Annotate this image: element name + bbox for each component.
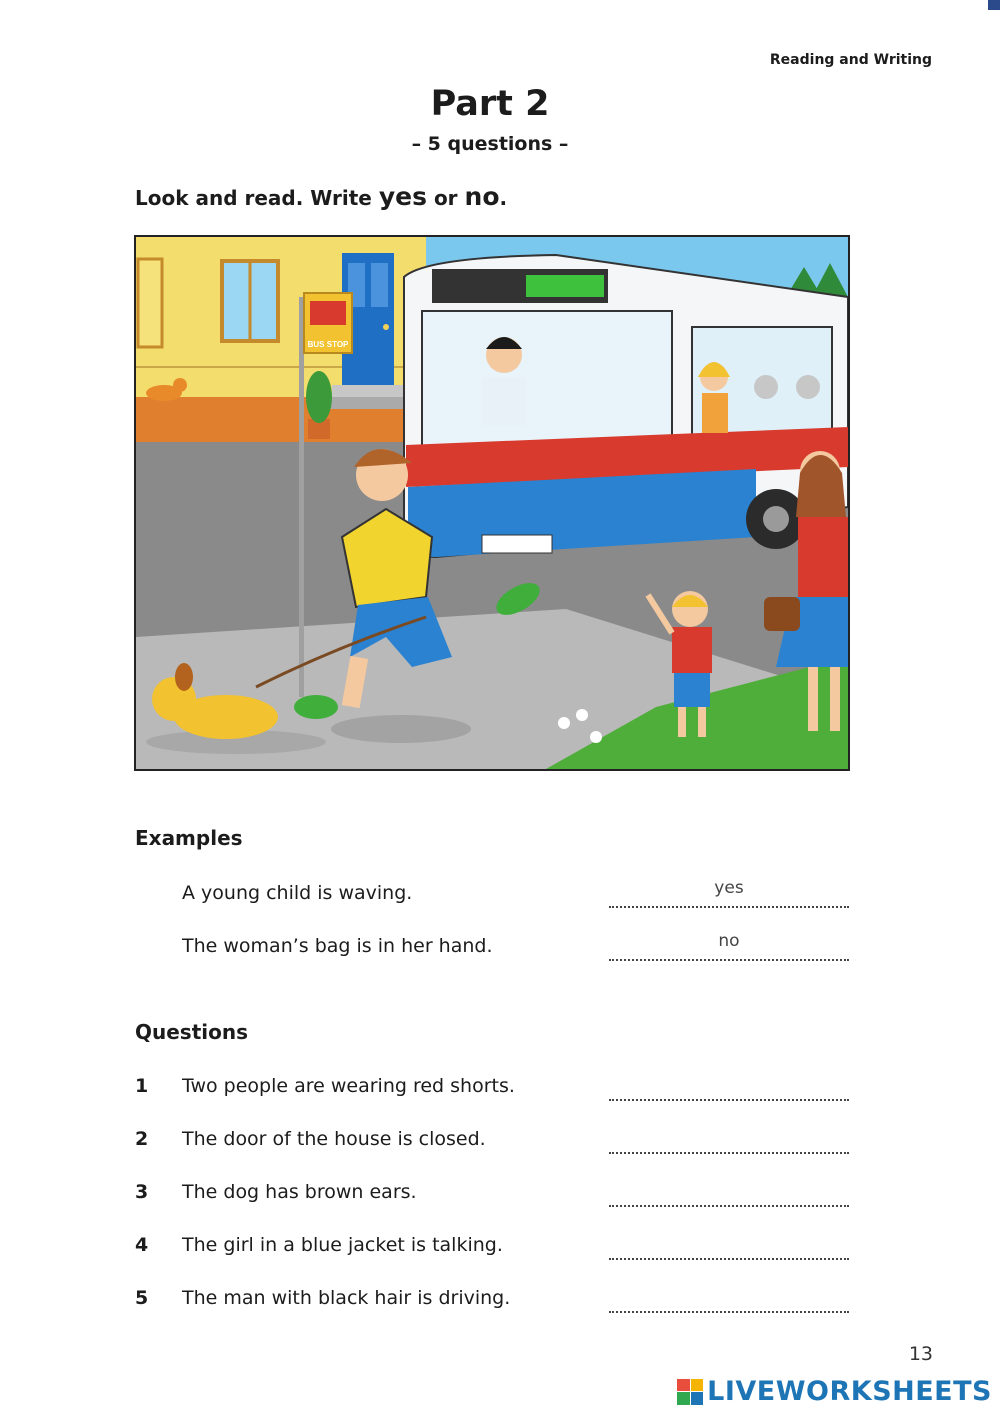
dog-ear — [175, 663, 193, 691]
question-row — [135, 1071, 850, 1105]
answer-input-2[interactable] — [609, 1124, 849, 1154]
waving-child-shorts — [674, 673, 710, 707]
question-text: The girl in a blue jacket is talking. — [182, 1234, 503, 1256]
question-row — [135, 1283, 850, 1317]
running-boy-shoe — [294, 695, 338, 719]
bus-stop-pole — [299, 297, 304, 697]
woman-top — [798, 517, 848, 597]
question-number: 2 — [135, 1128, 149, 1150]
instruction-text: Look and read. Write — [135, 186, 372, 210]
page-number: 13 — [908, 1343, 933, 1365]
instruction-no: no — [464, 182, 500, 211]
waving-child-shirt — [672, 627, 712, 673]
instruction-period: . — [499, 186, 508, 210]
example-row — [135, 931, 850, 965]
question-number: 4 — [135, 1234, 149, 1256]
plant — [306, 371, 332, 423]
driver-body — [482, 377, 526, 425]
example-answer-field — [609, 931, 849, 961]
question-row — [135, 1124, 850, 1158]
house-window-left — [138, 259, 162, 347]
example-answer: yes — [714, 878, 744, 898]
section-label: Reading and Writing — [769, 52, 932, 68]
answer-input-5[interactable] — [609, 1283, 849, 1313]
page-title: Part 2 — [430, 84, 550, 124]
example-text: A young child is waving. — [182, 882, 413, 904]
liveworksheets-logo-icon — [677, 1379, 703, 1405]
instruction — [135, 182, 507, 211]
page-subtitle: – 5 questions – — [411, 133, 569, 155]
question-text: The door of the house is closed. — [182, 1128, 486, 1150]
question-row — [135, 1230, 850, 1264]
question-number: 5 — [135, 1287, 149, 1309]
question-text: Two people are wearing red shorts. — [182, 1075, 515, 1097]
example-text: The woman’s bag is in her hand. — [182, 935, 493, 957]
brand-name: LIVEWORKSHEETS — [707, 1376, 992, 1407]
woman-bag — [764, 597, 800, 631]
answer-input-1[interactable] — [609, 1071, 849, 1101]
example-row — [135, 878, 850, 912]
bus-stop-illustration — [134, 235, 850, 771]
answer-input-4[interactable] — [609, 1230, 849, 1260]
question-number: 1 — [135, 1075, 149, 1097]
answer-input-3[interactable] — [609, 1177, 849, 1207]
question-text: The man with black hair is driving. — [182, 1287, 511, 1309]
instruction-or: or — [433, 186, 458, 210]
question-number: 3 — [135, 1181, 149, 1203]
bus-stop-sign-text: BUS STOP — [307, 340, 349, 349]
example-answer-field — [609, 878, 849, 908]
examples-heading: Examples — [135, 826, 243, 850]
house-steps — [332, 385, 408, 397]
questions-heading: Questions — [135, 1020, 249, 1044]
question-text: The dog has brown ears. — [182, 1181, 417, 1203]
question-row — [135, 1177, 850, 1211]
liveworksheets-brand[interactable] — [677, 1376, 992, 1407]
instruction-yes: yes — [378, 182, 427, 211]
bus-number-plate — [482, 535, 552, 553]
example-answer: no — [718, 931, 740, 951]
corner-mark — [988, 0, 1000, 10]
